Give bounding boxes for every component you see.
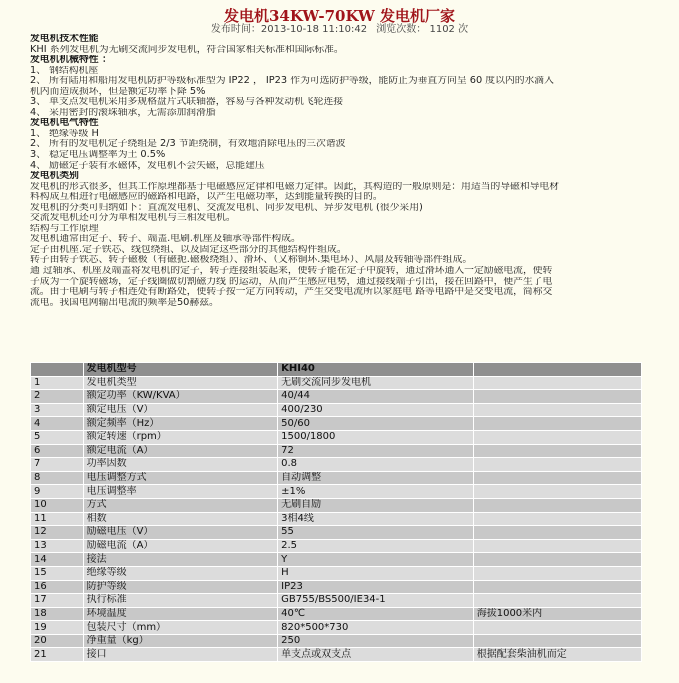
table-cell: 20 [31, 634, 84, 648]
table-cell [473, 553, 641, 567]
table-cell: 1 [31, 376, 84, 390]
table-cell: 40℃ [278, 607, 474, 621]
table-cell: 1500/1800 [278, 430, 474, 444]
table-cell: 9 [31, 485, 84, 499]
table-header-row [31, 363, 642, 377]
table-cell: 励磁电压（V） [83, 526, 278, 540]
table-cell [473, 390, 641, 404]
paragraph-line: 发电机通常由定子、转子、端盖.电刷.机座及轴承等部件构成。 [30, 234, 301, 245]
table-cell: 15 [31, 566, 84, 580]
table-cell [473, 471, 641, 485]
paragraph-line: 发电机的形式很多，但其工作原理都基于电磁感应定律和电磁力定律。因此，其构造的一般原则是：用适当的导磁和导电材 [30, 181, 560, 192]
table-cell [473, 566, 641, 580]
table-cell: 相数 [83, 512, 278, 526]
table-cell: ±1% [278, 485, 474, 499]
table-cell: 55 [278, 526, 474, 540]
table-row [31, 390, 642, 404]
paragraph-line: 交流发电机还可分为单相发电机与三相发电机。 [30, 213, 236, 224]
table-row [31, 485, 642, 499]
table-cell: 自动调整 [278, 471, 474, 485]
table-cell [473, 376, 641, 390]
table-cell: 0.8 [278, 458, 474, 472]
table-cell: 根据配套柴油机而定 [473, 648, 641, 662]
page-title: 发电机34KW-70KW 发电机厂家 [223, 7, 456, 25]
table-cell: 2.5 [278, 539, 474, 553]
table-cell: 8 [31, 471, 84, 485]
table-cell: 环境温度 [83, 607, 278, 621]
table-cell: 电压调整方式 [83, 471, 278, 485]
list-item: 3、 稳定电压调整率为土 0.5% [30, 150, 166, 161]
table-cell: H [278, 566, 474, 580]
table-row [31, 376, 642, 390]
table-cell [473, 485, 641, 499]
table-row [31, 539, 642, 553]
table-row [31, 458, 642, 472]
paragraph-line: 通 过轴承、机座及端盖将发电机的定子，转子连接组装起来，使转子能在定子中旋转，通过滑环通入一定励磁电流，使转 [30, 266, 553, 277]
table-cell: 50/60 [278, 417, 474, 431]
table-row [31, 498, 642, 512]
table-cell [473, 444, 641, 458]
table-row [31, 648, 642, 662]
table-cell: 17 [31, 594, 84, 608]
table-cell [473, 621, 641, 635]
table-cell: 14 [31, 553, 84, 567]
table-cell: 方式 [83, 498, 278, 512]
article-body [30, 34, 675, 308]
table-cell [473, 526, 641, 540]
table-cell [31, 363, 84, 377]
table-cell: 7 [31, 458, 84, 472]
table-cell: 额定转速（rpm） [83, 430, 278, 444]
section-heading: 发电机类别 [30, 171, 79, 182]
table-cell: 3相4线 [278, 512, 474, 526]
list-item: 4、 采用密封的滚珠轴承，无需添加润滑脂 [30, 107, 216, 118]
table-cell: 额定电流（A） [83, 444, 278, 458]
table-cell [473, 634, 641, 648]
table-cell: 21 [31, 648, 84, 662]
section-heading: 发电机机械特性 ： [30, 55, 112, 66]
publish-time: 发布时间：2013-10-18 11:10:42 [210, 24, 368, 35]
table-cell: 励磁电流（A） [83, 539, 278, 553]
paragraph-line: 流电。我国电网输出电流的频率是50赫兹。 [30, 297, 219, 308]
paragraph-line: 料构成互相进行电磁感应的磁路和电路，以产生电磁功率，达到能量转换的目的。 [30, 192, 383, 203]
paragraph-line: 转子由转子铁芯、转子磁极（有磁扼.磁极绕组）、滑环、（又称铜环.集电环）、风扇及转轴等部件组成。 [30, 255, 473, 266]
table-cell: 6 [31, 444, 84, 458]
table-cell: 额定频率（Hz） [83, 417, 278, 431]
table-cell: 无刷自励 [278, 498, 474, 512]
table-row [31, 607, 642, 621]
table-cell: 2 [31, 390, 84, 404]
table-cell: 接口 [83, 648, 278, 662]
table-cell: Y [278, 553, 474, 567]
table-cell: 820*500*730 [278, 621, 474, 635]
paragraph-line: 发电机的分类可归纳如下：直流发电机、交流发电机、同步发电机、异步发电机 (很少采用) [30, 202, 423, 213]
table-cell: 5 [31, 430, 84, 444]
table-cell: 执行标准 [83, 594, 278, 608]
list-item: 2、 所有的发电机定子绕组是 2/3 节距绕制，有效地消除电压的三次谐波 [30, 139, 346, 150]
table-cell: 10 [31, 498, 84, 512]
table-cell [473, 458, 641, 472]
table-cell [473, 594, 641, 608]
table-cell: 包装尺寸（mm） [83, 621, 278, 635]
table-row [31, 526, 642, 540]
spec-table [30, 362, 642, 662]
list-item: 4、 励磁定子装有永磁体，发电机不会失磁，总能建压 [30, 160, 265, 171]
table-cell: 19 [31, 621, 84, 635]
section-heading: 发电机电气特性 [30, 118, 99, 129]
table-row [31, 553, 642, 567]
table-cell: 400/230 [278, 403, 474, 417]
list-item: 2、 所有陆用和船用发电机防护等级标准型为 IP22 ， IP23 作为可选防护等级，能防止为垂直方向呈 60 度以内的水滴入 [30, 76, 554, 87]
table-cell: 无刷交流同步发电机 [278, 376, 474, 390]
paragraph-line: 子成为一个旋转磁场，定子线圈做切割磁力线 的运动，从而产生感应电势，通过接线端子引出，接在回路中，便产生了电 [30, 276, 553, 287]
section-heading: 发电机技术性能 [30, 34, 99, 44]
list-item: 1、 绝缘等级 H [30, 128, 99, 139]
list-item: 3、 单支点发电机采用多规格盘片式联轴器，容易与各种发动机飞轮连接 [30, 97, 344, 108]
view-count: 浏览次数： 1102 次 [376, 24, 469, 35]
table-row [31, 594, 642, 608]
table-cell: 16 [31, 580, 84, 594]
table-cell: 发电机类型 [83, 376, 278, 390]
paragraph-line: 流。由于电刷与转子相连处有断路处，使转子按一定方向转动，产生交变电流所以家庭电 路等电路中是交变电流，简称交 [30, 287, 553, 298]
table-cell: 接法 [83, 553, 278, 567]
table-cell: 4 [31, 417, 84, 431]
table-cell: 防护等级 [83, 580, 278, 594]
table-cell [473, 430, 641, 444]
table-cell: 12 [31, 526, 84, 540]
table-cell [473, 363, 641, 377]
table-cell: 海拔1000米内 [473, 607, 641, 621]
table-row [31, 403, 642, 417]
table-row [31, 621, 642, 635]
table-cell [473, 539, 641, 553]
table-cell: KHI40 [278, 363, 474, 377]
table-cell: 3 [31, 403, 84, 417]
paragraph-line: 结构与工作原理 [30, 223, 99, 234]
table-row [31, 471, 642, 485]
table-row [31, 444, 642, 458]
table-cell [473, 512, 641, 526]
table-cell [473, 580, 641, 594]
table-cell: 净重量（kg） [83, 634, 278, 648]
table-cell [473, 417, 641, 431]
table-cell: IP23 [278, 580, 474, 594]
table-row [31, 430, 642, 444]
table-cell: 13 [31, 539, 84, 553]
table-cell: 电压调整率 [83, 485, 278, 499]
table-row [31, 634, 642, 648]
table-cell: 40/44 [278, 390, 474, 404]
table-row [31, 580, 642, 594]
table-row [31, 566, 642, 580]
table-cell: 11 [31, 512, 84, 526]
table-cell: 绝缘等级 [83, 566, 278, 580]
table-cell: 72 [278, 444, 474, 458]
paragraph-line: 定子由机座.定子铁芯、线包绕组、以及固定这些部分的其他结构件组成。 [30, 244, 347, 255]
list-item: 机内而造成损坏，但是额定功率下降 5% [30, 86, 206, 97]
table-cell: 额定功率（KW/KVA） [83, 390, 278, 404]
table-cell [473, 498, 641, 512]
table-cell [473, 403, 641, 417]
list-item: 1、 钢结构机座 [30, 65, 99, 76]
table-cell: 18 [31, 607, 84, 621]
table-row [31, 417, 642, 431]
table-cell: 250 [278, 634, 474, 648]
paragraph: KHI 系列发电机为无刷交流同步发电机，符合国家相关标准和国际标准。 [30, 44, 344, 55]
table-cell: GB755/BS500/IE34-1 [278, 594, 474, 608]
table-cell: 额定电压（V） [83, 403, 278, 417]
table-cell: 功率因数 [83, 458, 278, 472]
table-cell: 发电机型号 [83, 363, 278, 377]
table-row [31, 512, 642, 526]
table-cell: 单支点或双支点 [278, 648, 474, 662]
